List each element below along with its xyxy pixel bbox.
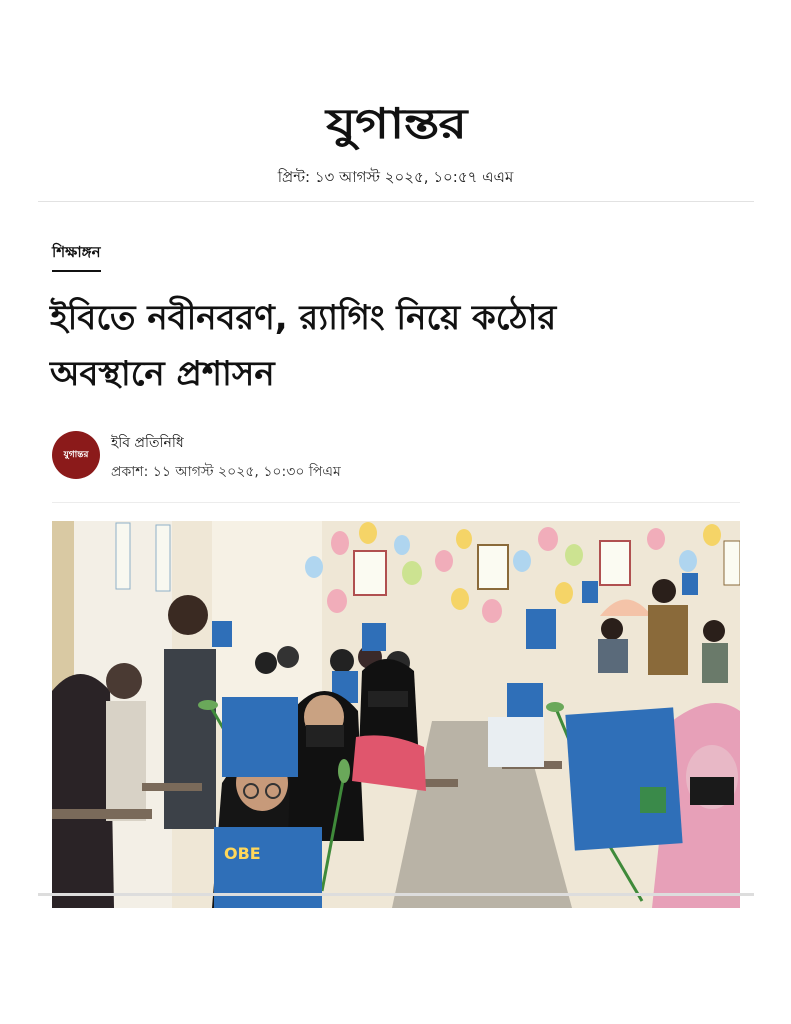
article-photo: [52, 521, 740, 908]
headline-line-1: ইবিতে নবীনবরণ, র‍্যাগিং নিয়ে কঠোর: [50, 298, 557, 338]
classroom-photo: [52, 521, 740, 908]
site-logo[interactable]: যুগান্তর: [325, 99, 466, 148]
author-avatar: যুগান্তর: [52, 431, 100, 479]
published-date: প্রকাশ: ১১ আগস্ট ২০২৫, ১০:৩০ পিএম: [111, 464, 341, 480]
booklet-label: OBE: [224, 844, 261, 863]
author-name[interactable]: ইবি প্রতিনিধি: [111, 435, 184, 451]
divider: [38, 201, 754, 202]
masthead: [0, 100, 791, 148]
headline-line-2: অবস্থানে প্রশাসন: [50, 354, 275, 394]
divider: [52, 502, 740, 503]
photo-scrollbar: [38, 893, 754, 896]
article-headline: [50, 290, 740, 402]
print-timestamp: প্রিন্ট: ১৩ আগস্ট ২০২৫, ১০:৫৭ এএম: [277, 168, 514, 186]
category-link[interactable]: শিক্ষাঙ্গন: [52, 241, 101, 272]
